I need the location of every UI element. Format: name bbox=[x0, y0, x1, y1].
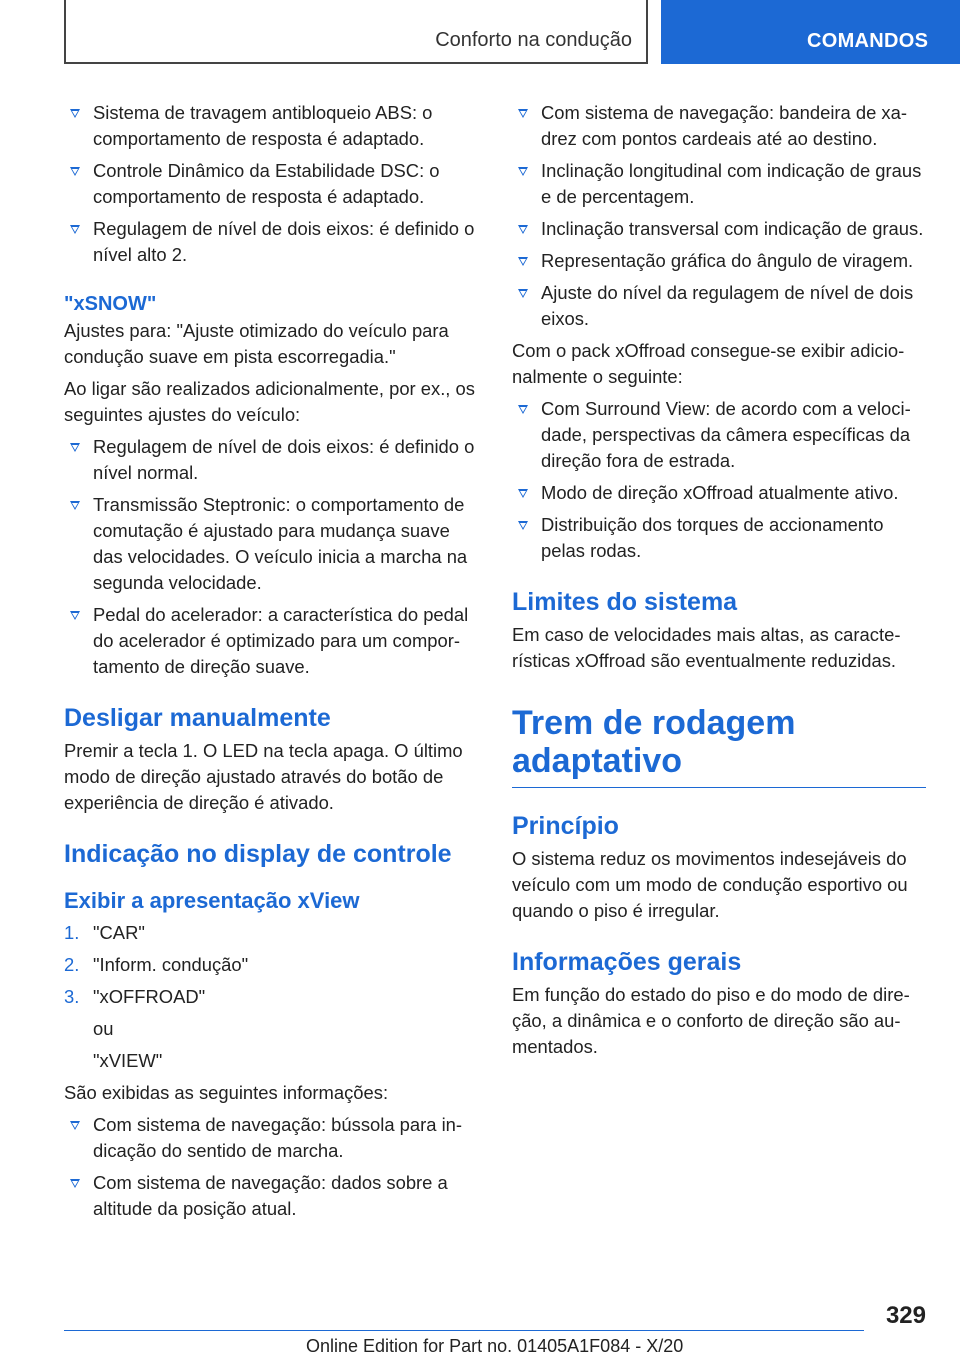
paragraph: São exibidas as seguintes informações: bbox=[64, 1082, 389, 1103]
triangle-bullet-icon bbox=[518, 489, 528, 498]
chapter-heading: Trem de rodagem adaptativo bbox=[512, 704, 926, 788]
list-item: Controle Dinâmico da Estabilidade DSC: o comportamento de resposta é adaptado. bbox=[64, 158, 478, 210]
xsnow-heading: "xSNOW" bbox=[64, 293, 157, 315]
subsection-heading: Exibir a apresentação xView bbox=[64, 888, 360, 913]
list-item: Representação gráfica do ângulo de viragem. bbox=[512, 248, 926, 274]
step-item: 3. "xOFFROAD" bbox=[64, 986, 206, 1007]
triangle-bullet-icon bbox=[518, 289, 528, 298]
paragraph: Ajustes para: "Ajuste otimizado do veículo para condução suave em pista escorregadia." bbox=[64, 320, 449, 367]
header-chapter-tab: COMANDOS bbox=[661, 0, 960, 64]
list-item: Sistema de travagem antibloqueio ABS: o comportamento de resposta é adaptado. bbox=[64, 100, 478, 152]
paragraph: Em caso de velocidades mais altas, as características xOffroad são eventualmente reduzidas. bbox=[512, 624, 901, 671]
step-item: 1. "CAR" bbox=[64, 922, 145, 943]
page-number: 329 bbox=[885, 1302, 926, 1329]
step-continuation: ou bbox=[93, 1018, 114, 1039]
list-item: Modo de direção xOffroad atualmente ativo. bbox=[512, 480, 926, 506]
section-heading: Informações gerais bbox=[512, 948, 742, 976]
triangle-bullet-icon bbox=[70, 611, 80, 620]
triangle-bullet-icon bbox=[70, 225, 80, 234]
footer-divider bbox=[64, 1330, 864, 1331]
list-item: Regulagem de nível de dois eixos: é definido o nível normal. bbox=[64, 434, 478, 486]
bullet-list bbox=[64, 1112, 478, 1222]
paragraph: Premir a tecla 1. O LED na tecla apaga. O último modo de direção ajustado através do botão de experiência de direção é ativado. bbox=[64, 740, 463, 813]
list-item: Transmissão Steptronic: o comportamento de comutação é ajustado para mudança suave das velocidades. O veículo inicia a marcha na segunda velocidade. bbox=[64, 492, 478, 596]
list-item: Com sistema de navegação: bússola para indicação do sentido de marcha. bbox=[64, 1112, 478, 1164]
list-item: Ajuste do nível da regulagem de nível de dois eixos. bbox=[512, 280, 926, 332]
step-continuation: "xVIEW" bbox=[93, 1050, 163, 1071]
triangle-bullet-icon bbox=[518, 405, 528, 414]
list-item: Regulagem de nível de dois eixos: é definido o nível alto 2. bbox=[64, 216, 478, 268]
triangle-bullet-icon bbox=[70, 1179, 80, 1188]
page-header bbox=[0, 0, 960, 66]
list-item: Inclinação transversal com indicação de graus. bbox=[512, 216, 926, 242]
triangle-bullet-icon bbox=[70, 109, 80, 118]
bullet-list bbox=[64, 100, 478, 268]
footer-edition-text: Online Edition for Part no. 01405A1F084 - X/20 bbox=[306, 1336, 684, 1356]
triangle-bullet-icon bbox=[518, 109, 528, 118]
section-heading: Princípio bbox=[512, 812, 619, 840]
step-item: 2. "Inform. condução" bbox=[64, 954, 249, 975]
list-item: Distribuição dos torques de accionamento pelas rodas. bbox=[512, 512, 926, 564]
bullet-list bbox=[64, 434, 478, 680]
paragraph: Ao ligar são realizados adicionalmente, por ex., os seguintes ajustes do veículo: bbox=[64, 378, 475, 425]
triangle-bullet-icon bbox=[518, 257, 528, 266]
list-item: Pedal do acelerador: a característica do pedal do acelerador é optimizado para um comportamento de direção suave. bbox=[64, 602, 478, 680]
triangle-bullet-icon bbox=[70, 501, 80, 510]
triangle-bullet-icon bbox=[518, 225, 528, 234]
paragraph: Em função do estado do piso e do modo de direção, a dinâmica e o conforto de direção são aumentados. bbox=[512, 984, 910, 1057]
list-item: Com sistema de navegação: bandeira de xadrez com pontos cardeais até ao destino. bbox=[512, 100, 926, 152]
numbered-steps bbox=[64, 920, 478, 1010]
header-section-title: Conforto na condução bbox=[435, 29, 632, 51]
header-section-box bbox=[64, 0, 648, 64]
triangle-bullet-icon bbox=[518, 521, 528, 530]
paragraph: O sistema reduz os movimentos indesejáveis do veículo com um modo de condução esportivo ou quando o piso é irregular. bbox=[512, 848, 908, 921]
triangle-bullet-icon bbox=[70, 1121, 80, 1130]
bullet-list bbox=[512, 396, 926, 564]
list-item: Com sistema de navegação: dados sobre a altitude da posição atual. bbox=[64, 1170, 478, 1222]
list-item: Com Surround View: de acordo com a velocidade, perspectivas da câmera específicas da direção fora de estrada. bbox=[512, 396, 926, 474]
section-heading: Limites do sistema bbox=[512, 588, 738, 616]
triangle-bullet-icon bbox=[70, 167, 80, 176]
triangle-bullet-icon bbox=[70, 443, 80, 452]
bullet-list bbox=[512, 100, 926, 332]
left-column bbox=[64, 100, 478, 1228]
section-heading: Indicação no display de controle bbox=[64, 840, 452, 868]
section-heading: Desligar manualmente bbox=[64, 704, 331, 732]
triangle-bullet-icon bbox=[518, 167, 528, 176]
paragraph: Com o pack xOffroad consegue-se exibir adicionalmente o seguinte: bbox=[512, 340, 905, 387]
right-column bbox=[512, 100, 926, 1066]
list-item: Inclinação longitudinal com indicação de graus e de percentagem. bbox=[512, 158, 926, 210]
